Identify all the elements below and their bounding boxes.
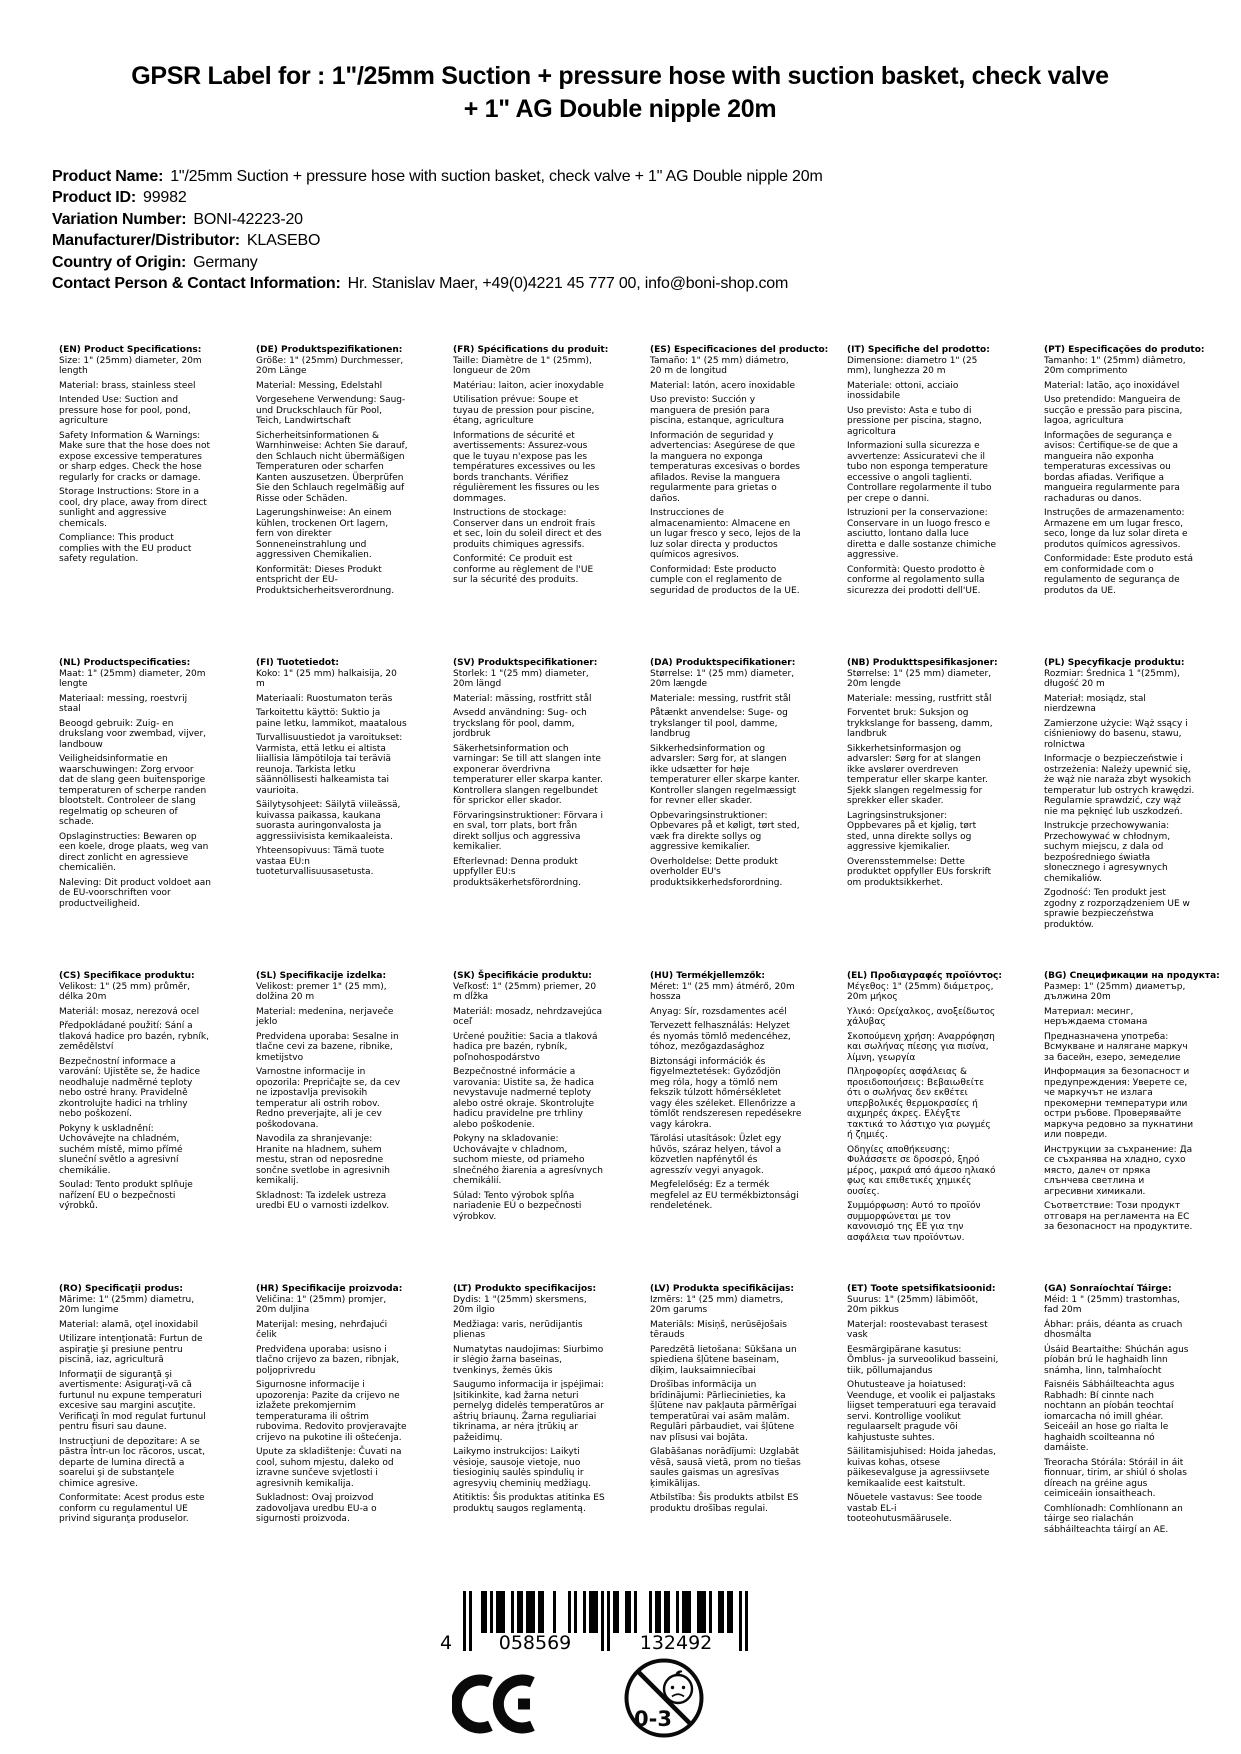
product-info (52, 166, 823, 294)
language-paragraph: Material: latón, acero inoxidable (650, 380, 796, 391)
language-paragraph: Anyag: Sír, rozsdamentes acél (650, 1006, 787, 1017)
language-paragraph: Turvallisuustiedot ja varoitukset: Varmista, että letku ei altista liiallisia lämpötiloja tai teräviä reunoja. Tarkista letku säännöllisesti halkeamista tai vaurioita. (256, 733, 403, 796)
language-paragraph: Rozmiar: Średnica 1 "(25mm), długość 20 m (1044, 668, 1180, 689)
language-block (453, 1284, 605, 1597)
language-paragraph: Velikost: 1" (25 mm) průměr, délka 20m (59, 981, 190, 1002)
language-paragraph: Lagerungshinweise: An einem kühlen, trockenen Ort lagern, fern von direkter Sonneneinstrahlung und aggressiven Chemikalien. (256, 508, 392, 560)
language-paragraph: Materiaali: Ruostumaton teräs (256, 693, 393, 704)
language-paragraph: Säkerhetsinformation och varningar: Se till att slangen inte exponerar överdrivna temperaturer eller skarpa kanter. Kontrollera slangen regelbundet för sprickor eller skador. (453, 743, 603, 806)
language-paragraph: Uso pretendido: Mangueira de sucção e pressão para piscina, lagoa, agricultura (1044, 395, 1183, 426)
language-paragraph: Beoogd gebruik: Zuig- en drukslang voor zwembad, vijver, landbouw (59, 718, 207, 750)
language-paragraph: Säilytysohjeet: Säilytä viileässä, kuivassa paikassa, kaukana suorasta auringonvalosta ja aggressiivisista kemikaaleista. (256, 800, 401, 842)
language-paragraph: Compliance: This product complies with the EU product safety regulation. (59, 533, 192, 564)
language-block-title: (NB) Produkttspesifikasjoner: (847, 658, 998, 668)
language-paragraph: Informacje o bezpieczeństwie i ostrzeżenia: Należy upewnić się, że wąż nie naraża zbyt wysokich temperatur lub ostrych krawędzi. Regularnie sprawdzić, czy wąż nie ma pęknięć lub uszkodzeń. (1044, 754, 1195, 817)
language-paragraph: Faisnéis Sábháilteachta agus Rabhadh: Bí cinnte nach nochtann an píobán teochtaí iomarcacha nó imill ghéar. Seiceáil an hose go rialta le haghaidh scoilteanna nó damáiste. (1044, 1380, 1175, 1453)
language-paragraph: Materijal: mesing, nehrđajući čelik (256, 1319, 388, 1340)
language-paragraph: Materiale: messing, rustfritt stål (847, 693, 992, 704)
language-paragraph: Comhlíonadh: Comhlíonann an táirge seo rialachán sábháilteachta táirgí an AE. (1044, 1503, 1183, 1535)
language-paragraph: Tamanho: 1" (25mm) diâmetro, 20m comprimento (1044, 355, 1186, 376)
language-paragraph: Påtænkt anvendelse: Suge- og trykslanger til pool, damme, landbrug (650, 708, 788, 739)
language-block-title: (GA) Sonraíochtaí Táirge: (1044, 1284, 1172, 1294)
language-block (59, 1284, 211, 1597)
language-paragraph: Varnostne informacije in opozorila: Prepričajte se, da cev ne izpostavlja previsokih temperatur ali ostrih robov. Redno preverjajte, ali je cev poškodovana. (256, 1067, 401, 1130)
language-paragraph: Mărime: 1" (25mm) diametru, 20m lungime (59, 1294, 195, 1315)
barcode (436, 1591, 748, 1657)
language-paragraph: Taille: Diamètre de 1" (25mm), longueur de 20m (453, 355, 592, 376)
language-block (1044, 1284, 1196, 1597)
language-paragraph: Tamaño: 1" (25 mm) diámetro, 20 m de longitud (650, 355, 789, 376)
language-paragraph: Materiale: messing, rustfrit stål (650, 693, 791, 704)
language-paragraph: Sikkerhetsinformasjon og advarsler: Sørg for at slangen ikke avslører overdreven temperatur eller skarpe kanter. Sjekk slangen regelmessig for sprekker eller skader. (847, 743, 988, 806)
language-paragraph: Glabāšanas norādījumi: Uzglabāt vēsā, sausā vietā, prom no tiešas saules gaismas un agresīvas ķimikālijas. (650, 1447, 801, 1489)
language-paragraph: Soulad: Tento produkt splňuje nařízení EU o bezpečnosti výrobků. (59, 1180, 193, 1211)
language-paragraph: Numatytas naudojimas: Siurbimo ir slėgio žarna baseinas, tvenkinys, žemės ūkis (453, 1344, 604, 1376)
language-paragraph: Zamierzone użycie: Wąż ssący i ciśnieniowy do basenu, stawu, rolnictwa (1044, 718, 1188, 750)
language-paragraph: Atitiktis: Šis produktas atitinka ES produktų saugos reglamentą. (453, 1493, 605, 1514)
language-block-title: (SL) Specifikacije izdelka: (256, 971, 387, 981)
language-paragraph: Säilitamisjuhised: Hoida jahedas, kuivas kohas, otsese päikesevalguse ja agressiivsete kemikaalide eest kaitstult. (847, 1447, 996, 1489)
language-paragraph: Určené použitie: Sacia a tlaková hadica pre bazén, rybník, poľnohospodárstvo (453, 1031, 598, 1063)
language-block (59, 971, 211, 1284)
product-info-label: Contact Person & Contact Information: (52, 275, 341, 293)
language-block (650, 1284, 802, 1597)
language-paragraph: Größe: 1" (25mm) Durchmesser, 20m Länge (256, 355, 404, 376)
language-paragraph: Информация за безопасност и предупреждения: Уверете се, че маркучът не излага прекомерни температури или остри ръбове. Проверявайте маркуча редовно за пукнатини или повреди. (1044, 1067, 1194, 1140)
product-info-row (52, 230, 823, 251)
language-paragraph: Safety Information & Warnings: Make sure that the hose does not expose excessive temperatures or sharp edges. Check the hose regularly for cracks or damage. (59, 430, 210, 483)
language-paragraph: Instrukcje przechowywania: Przechowywać w chłodnym, suchym miejscu, z dala od bezpośredniego światła słonecznego i agresywnych chemikaliów. (1044, 821, 1171, 884)
language-paragraph: Intended Use: Suction and pressure hose for pool, pond, agriculture (59, 395, 191, 426)
product-info-value: KLASEBO (246, 232, 321, 250)
language-paragraph: Size: 1" (25mm) diameter, 20m length (59, 355, 202, 376)
language-paragraph: Avsedd användning: Sug- och tryckslang för pool, damm, jordbruk (453, 708, 587, 739)
language-block (650, 345, 829, 658)
language-paragraph: Utilisation prévue: Soupe et tuyau de pression pour piscine, étang, agriculture (453, 395, 595, 426)
product-info-label: Country of Origin: (52, 253, 187, 271)
language-paragraph: Megfelelőség: Ez a termék megfelel az EU termékbiztonsági rendeletének. (650, 1180, 799, 1211)
product-info-label: Product Name: (52, 168, 164, 185)
language-paragraph: Izmērs: 1" (25 mm) diametrs, 20m garums (650, 1294, 784, 1315)
language-paragraph: Drošības informācija un brīdinājumi: Pārliecinieties, ka šļūtene nav pakļauta pārmērīgai temperatūrai vai asām malām. Regulāri pārbaudiet, vai šļūtene nav plīsusi vai bojāta. (650, 1380, 797, 1443)
language-paragraph: Storage Instructions: Store in a cool, dry place, away from direct sunlight and aggressive chemicals. (59, 487, 207, 529)
language-paragraph: Efterlevnad: Denna produkt uppfyller EU:s produktsäkerhetsförordning. (453, 856, 581, 888)
language-paragraph: Lagringsinstruksjoner: Oppbevares på et kjølig, tørt sted, unna direkte sollys og aggressive kjemikalier. (847, 810, 977, 852)
age-warning-icon (622, 1656, 706, 1740)
language-block (1044, 658, 1196, 971)
language-paragraph: Размер: 1" (25mm) диаметър, дължина 20m (1044, 981, 1186, 1002)
language-block (453, 345, 609, 658)
product-info-value: Germany (193, 253, 258, 271)
language-paragraph: Størrelse: 1" (25 mm) diameter, 20m lengde (847, 668, 992, 689)
language-paragraph: Förvaringsinstruktioner: Förvara i en sval, torr plats, bort från direkt solljus och aggressiva kemikalier. (453, 810, 603, 852)
language-paragraph: Предназначена употреба: Всмукване и налягане маркуч за басейн, езеро, земеделие (1044, 1031, 1188, 1063)
product-info-value: 99982 (143, 189, 187, 207)
product-info-row (52, 273, 823, 294)
language-paragraph: Informazioni sulla sicurezza e avvertenze: Assicuratevi che il tubo non esponga temperature eccessive o angoli taglienti. Controllare regolarmente il tubo per crepe o danni. (847, 441, 992, 504)
page-title: GPSR Label for : 1"/25mm Suction + pressure hose with suction basket, check valve + 1" AG Double nipple 20m (131, 62, 1109, 123)
language-paragraph: Πληροφορίες ασφάλειας & προειδοποιήσεις: Βεβαιωθείτε ότι ο σωλήνας δεν εκθέτει υπερβολικές θερμοκρασίες ή αιχμηρές άκρες. Ελέγξτε τακτικά το λάστιχο για ρωγμές ή ζημιές. (847, 1067, 991, 1140)
language-paragraph: Uso previsto: Succión y manguera de presión para piscina, estanque, agricultura (650, 395, 784, 426)
language-paragraph: Atbilstība: Šis produkts atbilst ES produktu drošības regulai. (650, 1493, 799, 1514)
language-block-title: (PL) Specyfikacje produktu: (1044, 658, 1185, 668)
language-paragraph: Overholdelse: Dette produkt overholder EU's produktsikkerhedsforordning. (650, 856, 783, 888)
language-paragraph: Yhteensopivuus: Tämä tuote vastaa EU:n tuoteturvallisuusasetusta. (256, 846, 385, 877)
language-paragraph: Storlek: 1 "(25 mm) diameter, 20m längd (453, 668, 589, 689)
language-paragraph: Veiligheidsinformatie en waarschuwingen: Zorg ervoor dat de slang geen buitensporige temperaturen of scherpe randen blootstelt. Controleer de slang regelmatig op scheuren of schade. (59, 754, 207, 827)
language-block-title: (LT) Produkto specifikacijos: (453, 1284, 597, 1294)
language-block (453, 658, 605, 971)
product-info-label: Variation Number: (52, 210, 187, 228)
language-paragraph: Instruções de armazenamento: Armazene em um lugar fresco, seco, longe da luz solar direta e produtos químicos agressivos. (1044, 508, 1188, 550)
language-paragraph: Informaţii de siguranţă şi avertismente: Asiguraţi-vă că furtunul nu expune temperaturi excesive sau margini ascuţite. Verificaţi în mod regulat furtunul pentru fisuri sau daune. (59, 1369, 206, 1432)
language-block (1044, 971, 1220, 1284)
language-block-title: (PT) Especificações do produto: (1044, 345, 1205, 355)
language-paragraph: Dydis: 1 "(25mm) skersmens, 20m ilgio (453, 1294, 587, 1315)
language-paragraph: Størrelse: 1" (25 mm) diameter, 20m længde (650, 668, 795, 689)
language-paragraph: Utilizare intenţionată: Furtun de aspiraţie şi presiune pentru piscină, iaz, agricultură (59, 1334, 203, 1365)
language-paragraph: Méid: 1 " (25mm) trastomhas, fad 20m (1044, 1294, 1180, 1315)
barcode-digit-left: 4 (439, 1632, 453, 1654)
language-block-title: (HR) Specifikacije proizvoda: (256, 1284, 403, 1294)
product-info-row (52, 187, 823, 208)
product-info-row (52, 166, 823, 187)
language-paragraph: Súlad: Tento výrobok spĺňa nariadenie EÚ o bezpečnosti výrobkov. (453, 1190, 582, 1222)
language-paragraph: Úsáid Beartaithe: Shúchán agus píobán brú le haghaidh linn snámha, linn, talmhaíocht (1044, 1344, 1189, 1376)
language-paragraph: Upute za skladištenje: Čuvati na cool, suhom mjestu, daleko od izravne sunčeve svjetlosti i agresivnih kemikalija. (256, 1447, 402, 1489)
product-info-label: Product ID: (52, 189, 137, 207)
language-block (847, 1284, 999, 1597)
language-block-title: (EN) Product Specifications: (59, 345, 202, 355)
language-block (59, 345, 211, 658)
language-block-title: (DA) Produktspecifikationer: (650, 658, 796, 668)
language-block (256, 971, 408, 1284)
language-paragraph: Suurus: 1" (25mm) läbimõõt, 20m pikkus (847, 1294, 979, 1315)
language-paragraph: Dimensione: diametro 1" (25 mm), lunghezza 20 m (847, 355, 978, 376)
language-paragraph: Naleving: Dit product voldoet aan de EU-voorschriften voor productveiligheid. (59, 877, 211, 909)
language-paragraph: Conformidade: Este produto está em conformidade com o regulamento de segurança de produtos da UE. (1044, 554, 1193, 596)
language-paragraph: Konformität: Dieses Produkt entspricht der EU-Produktsicherheitsverordnung. (256, 564, 395, 596)
language-paragraph: Tervezett felhasználás: Helyzet és nyomás tömlő medencéhez, tóhoz, mezőgazdasághoz (650, 1021, 791, 1052)
language-paragraph: Méret: 1" (25 mm) átmérő, 20m hossza (650, 981, 795, 1002)
language-block-title: (HU) Termékjellemzők: (650, 971, 766, 981)
language-paragraph: Σκοπούμενη χρήση: Αναρρόφηση και σωλήνας πίεσης για πισίνα, λίμνη, γεωργία (847, 1031, 995, 1063)
barcode-digits-group1: 058569 (498, 1632, 572, 1654)
language-paragraph: Overensstemmelse: Dette produktet oppfyller EUs forskrift om produktsikkerhet. (847, 856, 992, 888)
language-block (847, 658, 999, 971)
language-paragraph: Forventet bruk: Suksjon og trykkslange for basseng, damm, landbruk (847, 708, 993, 739)
language-paragraph: Matériau: laiton, acier inoxydable (453, 380, 604, 391)
language-paragraph: Predvidena uporaba: Sesalne in tlačne cevi za bazene, ribnike, kmetijstvo (256, 1031, 399, 1063)
language-paragraph: Opslaginstructies: Bewaren op een koele, droge plaats, weg van direct zonlicht en agressieve chemicaliën. (59, 831, 209, 873)
language-block-title: (RO) Specificaţii produs: (59, 1284, 183, 1294)
language-paragraph: Bezpečnostné informácie a varovania: Uistite sa, že hadica nevystavuje nadmerné teploty alebo ostré okraje. Skontrolujte hadicu pravidelne pre trhliny alebo poškodenie. (453, 1067, 595, 1130)
language-paragraph: Zgodność: Ten produkt jest zgodny z rozporządzeniem UE w sprawie bezpieczeństwa produktów. (1044, 888, 1190, 930)
language-block (1044, 345, 1205, 658)
language-paragraph: Bezpečnostní informace a varování: Ujistěte se, že hadice neodhaluje nadměrné teploty nebo ostré hrany. Pravidelně zkontrolujte hadici na trhliny nebo poškození. (59, 1056, 201, 1119)
language-paragraph: Conformitate: Acest produs este conform cu regulamentul UE privind siguranţa produselor. (59, 1493, 205, 1524)
language-paragraph: Sigurnosne informacije i upozorenja: Pazite da crijevo ne izlažete prekomjernim temperaturama ili oštrim rubovima. Redovito provjeravajte crijevo na pukotine ili oštećenja. (256, 1380, 407, 1443)
language-block-title: (SK) Špecifikácie produktu: (453, 971, 592, 981)
language-paragraph: Material: Messing, Edelstahl (256, 380, 383, 391)
language-paragraph: Pokyny na skladovanie: Uchovávajte v chladnom, suchom mieste, od priameho slnečného žiarenia a agresívnych chemikálií. (453, 1134, 603, 1186)
language-paragraph: Μέγεθος: 1" (25mm) διάμετρος, 20m μήκος (847, 981, 994, 1002)
language-paragraph: Veľkosť: 1" (25mm) priemer, 20 m dĺžka (453, 981, 597, 1002)
language-block (847, 971, 1002, 1284)
language-paragraph: Vorgesehene Verwendung: Saug- und Druckschlauch für Pool, Teich, Landwirtschaft (256, 395, 406, 426)
language-paragraph: Paredzētā lietošana: Sūkšana un spiediena šļūtene baseinam, dīķim, lauksaimniecībai (650, 1344, 797, 1376)
language-paragraph: Laikymo instrukcijos: Laikyti vėsioje, sausoje vietoje, nuo tiesioginių saulės spindulių ir agresyvių cheminių medžiagų. (453, 1447, 591, 1489)
language-paragraph: Saugumo informacija ir įspėjimai: Įsitikinkite, kad žarna neturi pernelyg didelės temperatūros ar aštrių briaunų. Žarna reguliariai tikrinama, ar nėra įtrūkių ar pažeidimų. (453, 1380, 604, 1443)
product-info-label: Manufacturer/Distributor: (52, 232, 240, 250)
language-paragraph: Sikkerhedsinformation og advarsler: Sørg for, at slangen ikke udsætter for høje temperaturer eller skarpe kanter. Kontroller slangen regelmæssigt for revner eller skader. (650, 743, 800, 806)
language-paragraph: Opbevaringsinstruktioner: Opbevares på et køligt, tørt sted, væk fra direkte sollys og aggressive kemikalier. (650, 810, 800, 852)
language-block-title: (CS) Specifikace produktu: (59, 971, 195, 981)
language-block-title: (FI) Tuotetiedot: (256, 658, 340, 668)
language-block (453, 971, 605, 1284)
language-paragraph: Información de seguridad y advertencias: Asegúrese de que la manguera no exponga temperaturas excesivas o bordes afilados. Revise la manguera regularmente para grietas o daños. (650, 430, 800, 504)
language-paragraph: Medžiaga: varis, nerūdijantis plienas (453, 1319, 583, 1340)
language-paragraph: Материал: месинг, неръждаема стомана (1044, 1006, 1148, 1027)
language-block (256, 345, 408, 658)
language-paragraph: Nõuetele vastavus: See toode vastab EL-i tooteohutusmäärusele. (847, 1493, 983, 1524)
language-paragraph: Οδηγίες αποθήκευσης: Φυλάσσετε σε δροσερό, ξηρό μέρος, μακριά από άμεσο ηλιακό φως και επιθετικές χημικές ουσίες. (847, 1144, 996, 1197)
product-info-value: 1"/25mm Suction + pressure hose with suction basket, check valve + 1" AG Double nipple 20m (170, 168, 823, 185)
product-info-value: Hr. Stanislav Maer, +49(0)4221 45 777 00, info@boni-shop.com (347, 275, 789, 293)
language-paragraph: Materiál: mosaz, nerezová ocel (59, 1006, 200, 1017)
language-paragraph: Předpokládané použití: Sání a tlaková hadice pro bazén, rybník, zemědělství (59, 1021, 209, 1052)
language-paragraph: Instrucţiuni de depozitare: A se păstra într-un loc răcoros, uscat, departe de lumina directă a soarelui şi de substanţele chimice agresive. (59, 1436, 206, 1489)
language-paragraph: Materiał: mosiądz, stal nierdzewna (1044, 693, 1146, 714)
language-paragraph: Material: mässing, rostfritt stål (453, 693, 592, 704)
language-paragraph: Velikost: premer 1" (25 mm), dolžina 20 m (256, 981, 387, 1002)
language-paragraph: Materjal: roostevabast terasest vask (847, 1319, 988, 1340)
language-block (650, 971, 802, 1284)
language-paragraph: Koko: 1" (25 mm) halkaisija, 20 m (256, 668, 397, 689)
language-paragraph: Υλικό: Ορείχαλκος, ανοξείδωτος χάλυβας (847, 1006, 996, 1027)
language-paragraph: Material: latão, aço inoxidável (1044, 380, 1180, 391)
language-block-title: (IT) Specifiche del prodotto: (847, 345, 990, 355)
language-paragraph: Treoracha Stórála: Stóráil in áit fionnuar, tirim, ar shiúl ó sholas díreach na gréine agus ceimiceáin ionsaitheach. (1044, 1457, 1187, 1499)
language-block-title: (BG) Спецификации на продукта: (1044, 971, 1220, 981)
language-paragraph: Material: brass, stainless steel (59, 380, 196, 391)
language-block-title: (FR) Spécifications du produit: (453, 345, 609, 355)
product-info-value: BONI-42223-20 (193, 210, 303, 228)
barcode-bars (436, 1591, 748, 1657)
language-block-title: (DE) Produktspezifikationen: (256, 345, 403, 355)
product-info-row (52, 209, 823, 230)
language-paragraph: Informations de sécurité et avertissements: Assurez-vous que le tuyau n'expose pas les températures excessives ou les bords tranchants. Vérifiez régulièrement les fissures ou les dommages. (453, 430, 600, 504)
language-paragraph: Uso previsto: Asta e tubo di pressione per piscina, stagno, agricoltura (847, 405, 982, 437)
language-paragraph: Conformidad: Este producto cumple con el reglamento de seguridad de productos de la UE. (650, 564, 800, 596)
language-block (650, 658, 802, 971)
language-block-title: (EL) Προδιαγραφές προϊόντος: (847, 971, 1002, 981)
language-block (59, 658, 211, 971)
language-block (256, 658, 408, 971)
language-paragraph: Pokyny k uskladnění: Uchovávejte na chladném, suchém místě, mimo přímé sluneční světlo a agresivní chemikálie. (59, 1123, 183, 1176)
language-block-title: (ES) Especificaciones del producto: (650, 345, 829, 355)
language-paragraph: Tárolási utasítások: Üzlet egy hűvös, száraz helyen, távol a közvetlen napfénytől és agresszív vegyi anyagok. (650, 1134, 782, 1176)
language-paragraph: Tarkoitettu käyttö: Suktio ja paine letku, lammikot, maatalous (256, 708, 407, 729)
language-paragraph: Biztonsági információk és figyelmeztetések: Győződjön meg róla, hogy a tömlő nem fekszik túlzott hőmérsékletet vagy éles széleket. Ellenőrizze a tömlőt rendszeresen repedésekre vagy károkra. (650, 1056, 802, 1130)
language-paragraph: Informações de segurança e avisos: Certifique-se de que a mangueira não exponha temperaturas excessivas ou bordas afiadas. Verifique a mangueira regularmente para rachaduras ou danos. (1044, 430, 1180, 504)
language-paragraph: Veličina: 1" (25mm) promjer, 20m duljina (256, 1294, 387, 1315)
barcode-digits-group2: 132492 (639, 1632, 713, 1654)
language-block-title: (NL) Productspecificaties: (59, 658, 191, 668)
language-paragraph: Navodila za shranjevanje: Hranite na hladnem, suhem mestu, stran od neposredne sončne svetlobe in agresivnih kemikalij. (256, 1134, 390, 1186)
language-paragraph: Съответствие: Този продукт отговаря на регламента на ЕС за безопасност на продуктите. (1044, 1201, 1193, 1232)
product-info-row (52, 252, 823, 273)
language-paragraph: Ohutusteave ja hoiatused: Veenduge, et voolik ei paljastaks liigset temperatuuri ega teravaid servi. Kontrollige voolikut regulaarselt pragude või kahjustuste suhtes. (847, 1380, 997, 1443)
language-block-title: (ET) Toote spetsifikatsioonid: (847, 1284, 996, 1294)
language-paragraph: Istruzioni per la conservazione: Conservare in un luogo fresco e asciutto, lontano dalla luce diretta e dalle sostanze chimiche aggressive. (847, 508, 997, 560)
language-grid (59, 345, 1220, 1597)
language-paragraph: Maat: 1" (25mm) diameter, 20m lengte (59, 668, 206, 689)
language-block (847, 345, 999, 658)
language-paragraph: Materiaal: messing, roestvrij staal (59, 693, 188, 714)
language-paragraph: Instrucciones de almacenamiento: Almacene en un lugar fresco y seco, lejos de la luz solar directa y productos químicos agresivos. (650, 508, 801, 560)
language-paragraph: Material: medenina, nerjaveče jeklo (256, 1006, 394, 1027)
language-paragraph: Material: alamă, oţel inoxidabil (59, 1319, 199, 1330)
language-block (256, 1284, 408, 1597)
age-warning-label: 0-3 (634, 1707, 672, 1731)
language-paragraph: Conformità: Questo prodotto è conforme al regolamento sulla sicurezza dei prodotti dell'UE. (847, 564, 985, 596)
language-paragraph: Eesmärgipärane kasutus: Õmblus- ja surveoolikud basseini, tiik, põllumajandus (847, 1344, 999, 1376)
language-paragraph: Instructions de stockage: Conserver dans un endroit frais et sec, loin du soleil direct et des produits chimiques agressifs. (453, 508, 602, 550)
language-paragraph: Sicherheitsinformationen & Warnhinweise: Achten Sie darauf, den Schlauch nicht übermäßigen Temperaturen oder scharfen Kanten auszusetzen. Überprüfen Sie den Schlauch regelmäßig auf Risse oder Schäden. (256, 430, 408, 504)
language-paragraph: Ábhar: práis, déanta as cruach dhosmálta (1044, 1319, 1183, 1340)
language-paragraph: Sukladnost: Ovaj proizvod zadovoljava uredbu EU-a o sigurnosti proizvoda. (256, 1493, 377, 1524)
language-paragraph: Predviđena uporaba: usisno i tlačno crijevo za bazen, ribnjak, poljoprivredu (256, 1344, 400, 1376)
language-block-title: (LV) Produkta specifikācijas: (650, 1284, 794, 1294)
language-paragraph: Materiál: mosadz, nehrdzavejúca oceľ (453, 1006, 603, 1027)
language-paragraph: Materiāls: Misiņš, nerūsējošais tērauds (650, 1319, 787, 1340)
language-paragraph: Conformité: Ce produit est conforme au règlement de l'UE sur la sécurité des produits. (453, 554, 594, 585)
ce-mark-icon (452, 1668, 544, 1740)
language-paragraph: Materiale: ottoni, acciaio inossidabile (847, 380, 959, 401)
language-paragraph: Συμμόρφωση: Αυτό το προϊόν συμμορφώνεται με τον κανονισμό της ΕΕ για την ασφάλεια των προϊόντων. (847, 1201, 981, 1243)
language-paragraph: Skladnost: Ta izdelek ustreza uredbi EU o varnosti izdelkov. (256, 1190, 390, 1211)
language-block-title: (SV) Produktspecifikationer: (453, 658, 598, 668)
language-paragraph: Инструкции за съхранение: Да се съхранява на хладно, сухо място, далеч от пряка слънчева светлина и агресивни химикали. (1044, 1144, 1193, 1197)
